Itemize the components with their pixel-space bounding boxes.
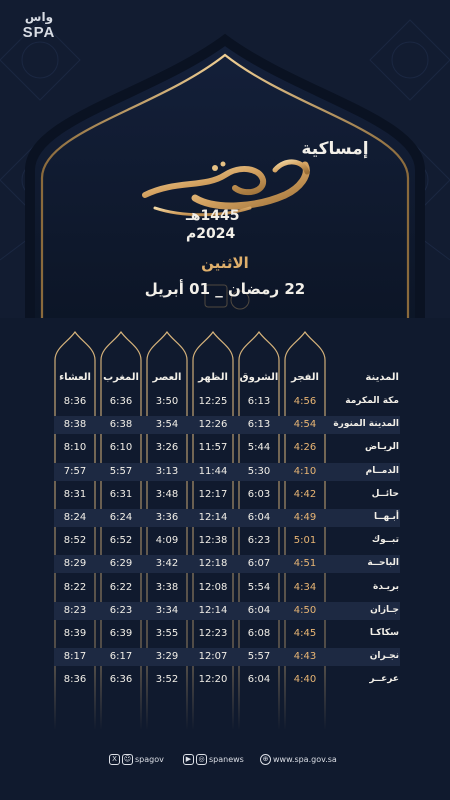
isha-time: 8:31 bbox=[63, 488, 87, 500]
maghrib-time: 6:10 bbox=[109, 442, 133, 454]
maghrib-time: 6:52 bbox=[109, 535, 133, 547]
dhuhr-time: 12:18 bbox=[198, 558, 228, 570]
column-header-dhuhr: الظهر bbox=[198, 372, 228, 383]
city-name: الريـاض bbox=[364, 442, 399, 453]
day-name: الاثنين bbox=[201, 254, 249, 272]
isha-time: 8:38 bbox=[63, 419, 87, 431]
snapchat-icon[interactable]: ☺ bbox=[123, 755, 132, 763]
isha-time: 8:36 bbox=[63, 674, 87, 686]
social-group-1 bbox=[109, 752, 164, 768]
column-header-asr: العصر bbox=[152, 372, 182, 383]
city-name: عرعــر bbox=[369, 674, 399, 685]
logo-latin: SPA bbox=[22, 24, 56, 41]
maghrib-time: 6:39 bbox=[109, 628, 133, 639]
website-group bbox=[260, 752, 337, 768]
isha-time: 7:57 bbox=[63, 465, 87, 477]
isha-time: 8:24 bbox=[63, 512, 87, 523]
fajr-time: 4:50 bbox=[293, 604, 317, 616]
footer bbox=[0, 752, 450, 768]
city-name: حائــل bbox=[371, 488, 399, 499]
asr-time: 3:42 bbox=[155, 558, 179, 570]
dhuhr-time: 12:20 bbox=[198, 674, 228, 686]
maghrib-time: 6:17 bbox=[109, 651, 133, 663]
asr-time: 3:34 bbox=[155, 604, 179, 616]
fajr-time: 5:01 bbox=[293, 535, 317, 547]
handle-spagov[interactable]: spagov bbox=[135, 755, 164, 764]
dhuhr-time: 11:57 bbox=[198, 442, 228, 454]
shuruq-time: 6:04 bbox=[247, 604, 271, 616]
date-line: 22 رمضان _ 01 أبريل bbox=[144, 280, 306, 298]
fajr-time: 4:10 bbox=[293, 465, 317, 477]
fajr-time: 4:43 bbox=[293, 651, 317, 663]
logo-arabic: واس bbox=[24, 10, 54, 24]
fajr-time: 4:40 bbox=[293, 674, 317, 686]
isha-time: 8:23 bbox=[63, 604, 87, 616]
asr-time: 3:38 bbox=[155, 581, 179, 593]
shuruq-time: 6:13 bbox=[247, 396, 271, 407]
x-icon[interactable]: X bbox=[109, 754, 120, 765]
isha-time: 8:36 bbox=[63, 396, 87, 407]
asr-time: 3:48 bbox=[155, 488, 179, 500]
social-group-2 bbox=[183, 752, 244, 768]
maghrib-time: 6:38 bbox=[109, 419, 133, 431]
dhuhr-time: 12:08 bbox=[198, 581, 228, 593]
asr-time: 3:50 bbox=[155, 396, 179, 407]
globe-icon: ⊕ bbox=[260, 754, 271, 765]
asr-time: 3:55 bbox=[155, 628, 179, 639]
fajr-time: 4:51 bbox=[293, 558, 317, 570]
shuruq-time: 6:13 bbox=[247, 419, 271, 431]
maghrib-time: 6:36 bbox=[109, 396, 133, 407]
dhuhr-time: 12:07 bbox=[198, 651, 228, 663]
fajr-time: 4:42 bbox=[293, 488, 317, 500]
column-header-fajr: الفجر bbox=[291, 372, 319, 383]
column-header-isha: العشاء bbox=[59, 372, 91, 383]
column-header-maghrib: المغرب bbox=[103, 372, 139, 383]
shuruq-time: 5:30 bbox=[247, 465, 271, 477]
city-name: الدمــام bbox=[365, 465, 399, 476]
hijri-year: 1445هـ bbox=[186, 208, 240, 224]
shuruq-time: 6:23 bbox=[247, 535, 271, 547]
asr-time: 3:29 bbox=[155, 651, 179, 663]
dhuhr-time: 12:26 bbox=[198, 419, 228, 431]
asr-time: 3:54 bbox=[155, 419, 179, 431]
column-header-shuruq: الشروق bbox=[239, 372, 279, 383]
shuruq-time: 6:08 bbox=[247, 628, 271, 639]
shuruq-time: 6:04 bbox=[247, 512, 271, 523]
isha-time: 8:22 bbox=[63, 581, 87, 593]
city-name: جـازان bbox=[370, 604, 399, 615]
dhuhr-time: 12:14 bbox=[198, 604, 228, 616]
fajr-time: 4:45 bbox=[293, 628, 317, 639]
isha-time: 8:39 bbox=[63, 628, 87, 639]
gregorian-year: 2024م bbox=[186, 226, 236, 242]
shuruq-time: 5:44 bbox=[247, 442, 271, 454]
city-name: سكاكـا bbox=[369, 628, 399, 638]
asr-time: 3:26 bbox=[155, 442, 179, 454]
maghrib-time: 6:24 bbox=[109, 512, 133, 523]
maghrib-time: 6:22 bbox=[109, 581, 133, 593]
asr-time: 3:13 bbox=[155, 465, 179, 477]
page-title: إمساكية bbox=[301, 139, 369, 159]
isha-time: 8:17 bbox=[63, 651, 87, 663]
maghrib-time: 6:31 bbox=[109, 488, 133, 500]
asr-time: 4:09 bbox=[155, 535, 179, 547]
shuruq-time: 5:54 bbox=[247, 581, 271, 593]
city-name: المدينة المنورة bbox=[333, 419, 399, 430]
dhuhr-time: 12:38 bbox=[198, 535, 228, 547]
city-name: نجـران bbox=[369, 651, 399, 662]
city-name: تبــوك bbox=[371, 535, 399, 546]
city-name: الباحــة bbox=[367, 558, 399, 569]
asr-time: 3:36 bbox=[155, 512, 179, 523]
isha-time: 8:29 bbox=[63, 558, 87, 570]
youtube-icon[interactable]: ▶ bbox=[183, 754, 194, 765]
dhuhr-time: 12:14 bbox=[198, 512, 228, 523]
city-name: مكة المكرمة bbox=[345, 396, 399, 406]
maghrib-time: 6:23 bbox=[109, 604, 133, 616]
maghrib-time: 6:29 bbox=[109, 558, 133, 570]
city-name: بريـدة bbox=[373, 581, 399, 592]
fajr-time: 4:54 bbox=[293, 419, 317, 431]
column-header-city: المدينة bbox=[365, 372, 399, 383]
dhuhr-time: 11:44 bbox=[198, 465, 228, 477]
fajr-time: 4:26 bbox=[293, 442, 317, 454]
isha-time: 8:10 bbox=[63, 442, 87, 454]
shuruq-time: 6:03 bbox=[247, 488, 271, 500]
dhuhr-time: 12:17 bbox=[198, 488, 228, 500]
instagram-icon[interactable]: ◎ bbox=[196, 754, 207, 765]
handle-spanews[interactable]: spanews bbox=[209, 755, 244, 764]
shuruq-time: 6:04 bbox=[247, 674, 271, 686]
website-link[interactable]: www.spa.gov.sa bbox=[273, 755, 337, 764]
maghrib-time: 6:36 bbox=[109, 674, 133, 686]
maghrib-time: 5:57 bbox=[109, 465, 133, 477]
spa-logo bbox=[14, 10, 64, 46]
dhuhr-time: 12:23 bbox=[198, 628, 228, 639]
fajr-time: 4:49 bbox=[293, 512, 317, 523]
fajr-time: 4:56 bbox=[293, 396, 317, 407]
dhuhr-time: 12:25 bbox=[198, 396, 228, 407]
fajr-time: 4:34 bbox=[293, 581, 317, 593]
asr-time: 3:52 bbox=[155, 674, 179, 686]
isha-time: 8:52 bbox=[63, 535, 87, 547]
shuruq-time: 5:57 bbox=[247, 651, 271, 663]
shuruq-time: 6:07 bbox=[247, 558, 271, 570]
city-name: أبـهــا bbox=[373, 512, 399, 522]
